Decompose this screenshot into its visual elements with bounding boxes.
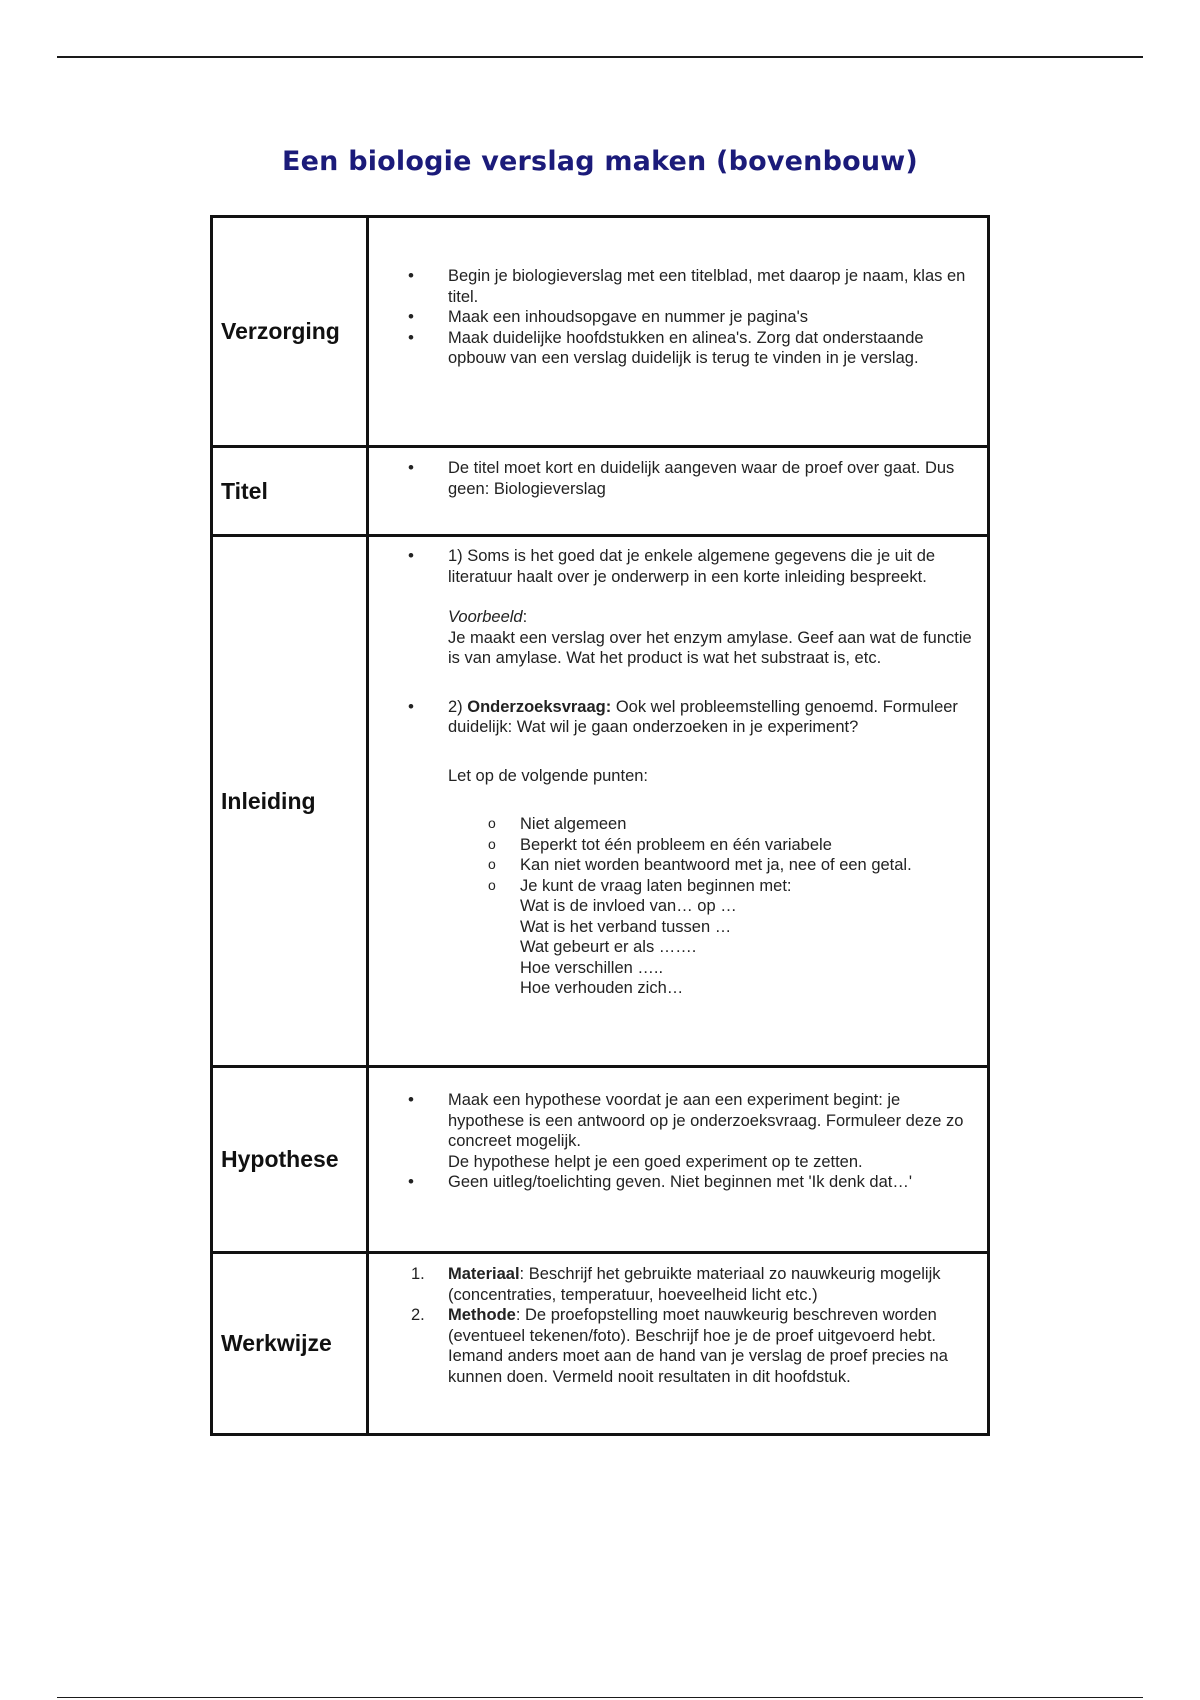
methode-label: Methode — [448, 1306, 516, 1324]
titel-bullets — [369, 458, 979, 499]
question-starter: Hoe verschillen ….. — [520, 958, 664, 977]
hypothese-bullets — [369, 1090, 979, 1193]
content-hypothese — [368, 1067, 989, 1253]
werkwijze-steps — [369, 1264, 979, 1387]
bottom-rule — [57, 1697, 1143, 1698]
report-guide-table — [210, 215, 990, 1436]
row-inleiding — [212, 536, 989, 1067]
list-item — [369, 546, 979, 697]
row-titel — [212, 447, 989, 536]
question-starter: Wat gebeurt er als ……. — [520, 938, 697, 956]
list-item: • Maak duidelijke hoofdstukken en alinea's. Zorg dat onderstaande opbouw van een verslag duidelijk is terug te vinden in je verslag. — [369, 328, 979, 369]
research-question-label: Onderzoeksvraag: — [467, 697, 612, 716]
row-verzorging — [212, 217, 989, 447]
lead-text: Let op de volgende punten: — [448, 766, 649, 785]
list-item: 1. Materiaal: Beschrijf het gebruikte materiaal zo nauwkeurig mogelijk (concentraties, temperatuur, hoeveelheid licht etc.) — [411, 1265, 941, 1304]
sub-list-item: o Niet algemeen — [448, 814, 979, 835]
list-item: • Maak een inhoudsopgave en nummer je pagina's — [369, 307, 979, 328]
document-title: Een biologie verslag maken (bovenbouw) — [282, 146, 918, 177]
content-inleiding — [368, 536, 989, 1067]
row-hypothese — [212, 1067, 989, 1253]
sub-list-item: o Beperkt tot één probleem en één variabele — [448, 835, 979, 856]
list-item: • Geen uitleg/toelichting geven. Niet beginnen met 'Ik denk dat…' — [369, 1172, 979, 1193]
example-heading: Voorbeeld: — [448, 608, 528, 626]
sub-list-item: o Je kunt de vraag laten beginnen met: — [448, 876, 979, 897]
question-starter: Wat is de invloed van… op … — [520, 897, 737, 915]
list-item: • Maak een hypothese voordat je aan een experiment begint: je hypothese is een antwoord op je onderzoeksvraag. Formuleer deze zo concreet mogelijk. De hypothese helpt je een goed experiment op te zetten. — [369, 1090, 979, 1172]
list-item: • Begin je biologieverslag met een titelblad, met daarop je naam, klas en titel. — [369, 266, 979, 307]
question-starter: Hoe verhouden zich… — [520, 979, 684, 997]
label-werkwijze: Werkwijze — [212, 1253, 368, 1435]
list-item: • De titel moet kort en duidelijk aangeven waar de proef over gaat. Dus geen: Biologieverslag — [369, 458, 979, 499]
inleiding-bullets — [369, 546, 979, 814]
question-starters — [448, 896, 979, 999]
label-inleiding: Inleiding — [212, 536, 368, 1067]
label-titel: Titel — [212, 447, 368, 536]
list-item — [369, 697, 979, 815]
verzorging-bullets — [369, 266, 979, 369]
question-starter: Wat is het verband tussen … — [520, 917, 732, 936]
inleiding-subpoints — [448, 814, 979, 896]
label-hypothese: Hypothese — [212, 1067, 368, 1253]
materiaal-label: Materiaal — [448, 1265, 520, 1283]
content-titel — [368, 447, 989, 536]
content-verzorging — [368, 217, 989, 447]
example-label: Voorbeeld — [448, 608, 523, 626]
label-verzorging: Verzorging — [212, 217, 368, 447]
content-werkwijze — [368, 1253, 989, 1435]
example-text: Je maakt een verslag over het enzym amylase. Geef aan wat de functie is van amylase. Wat het product is wat het substraat is, etc. — [448, 628, 972, 667]
inleiding-point2: • 2) Onderzoeksvraag: Ook wel probleemstelling genoemd. Formuleer duidelijk: Wat wil je gaan onderzoeken in je experiment? — [448, 697, 958, 736]
list-item: 2. Methode: De proefopstelling moet nauwkeurig beschreven worden (eventueel tekenen/foto). Beschrijf hoe je de proef uitgevoerd hebt. Iemand anders moet aan de hand van je verslag de proef precies na kunnen doen. Vermeld nooit resultaten in dit hoofdstuk. — [411, 1306, 948, 1386]
sub-list-item: o Kan niet worden beantwoord met ja, nee of een getal. — [448, 855, 979, 876]
inleiding-point1: • 1) Soms is het goed dat je enkele algemene gegevens die je uit de literatuur haalt over je onderwerp in een korte inleiding bespreekt. — [448, 547, 936, 586]
top-rule — [57, 56, 1143, 58]
row-werkwijze — [212, 1253, 989, 1435]
